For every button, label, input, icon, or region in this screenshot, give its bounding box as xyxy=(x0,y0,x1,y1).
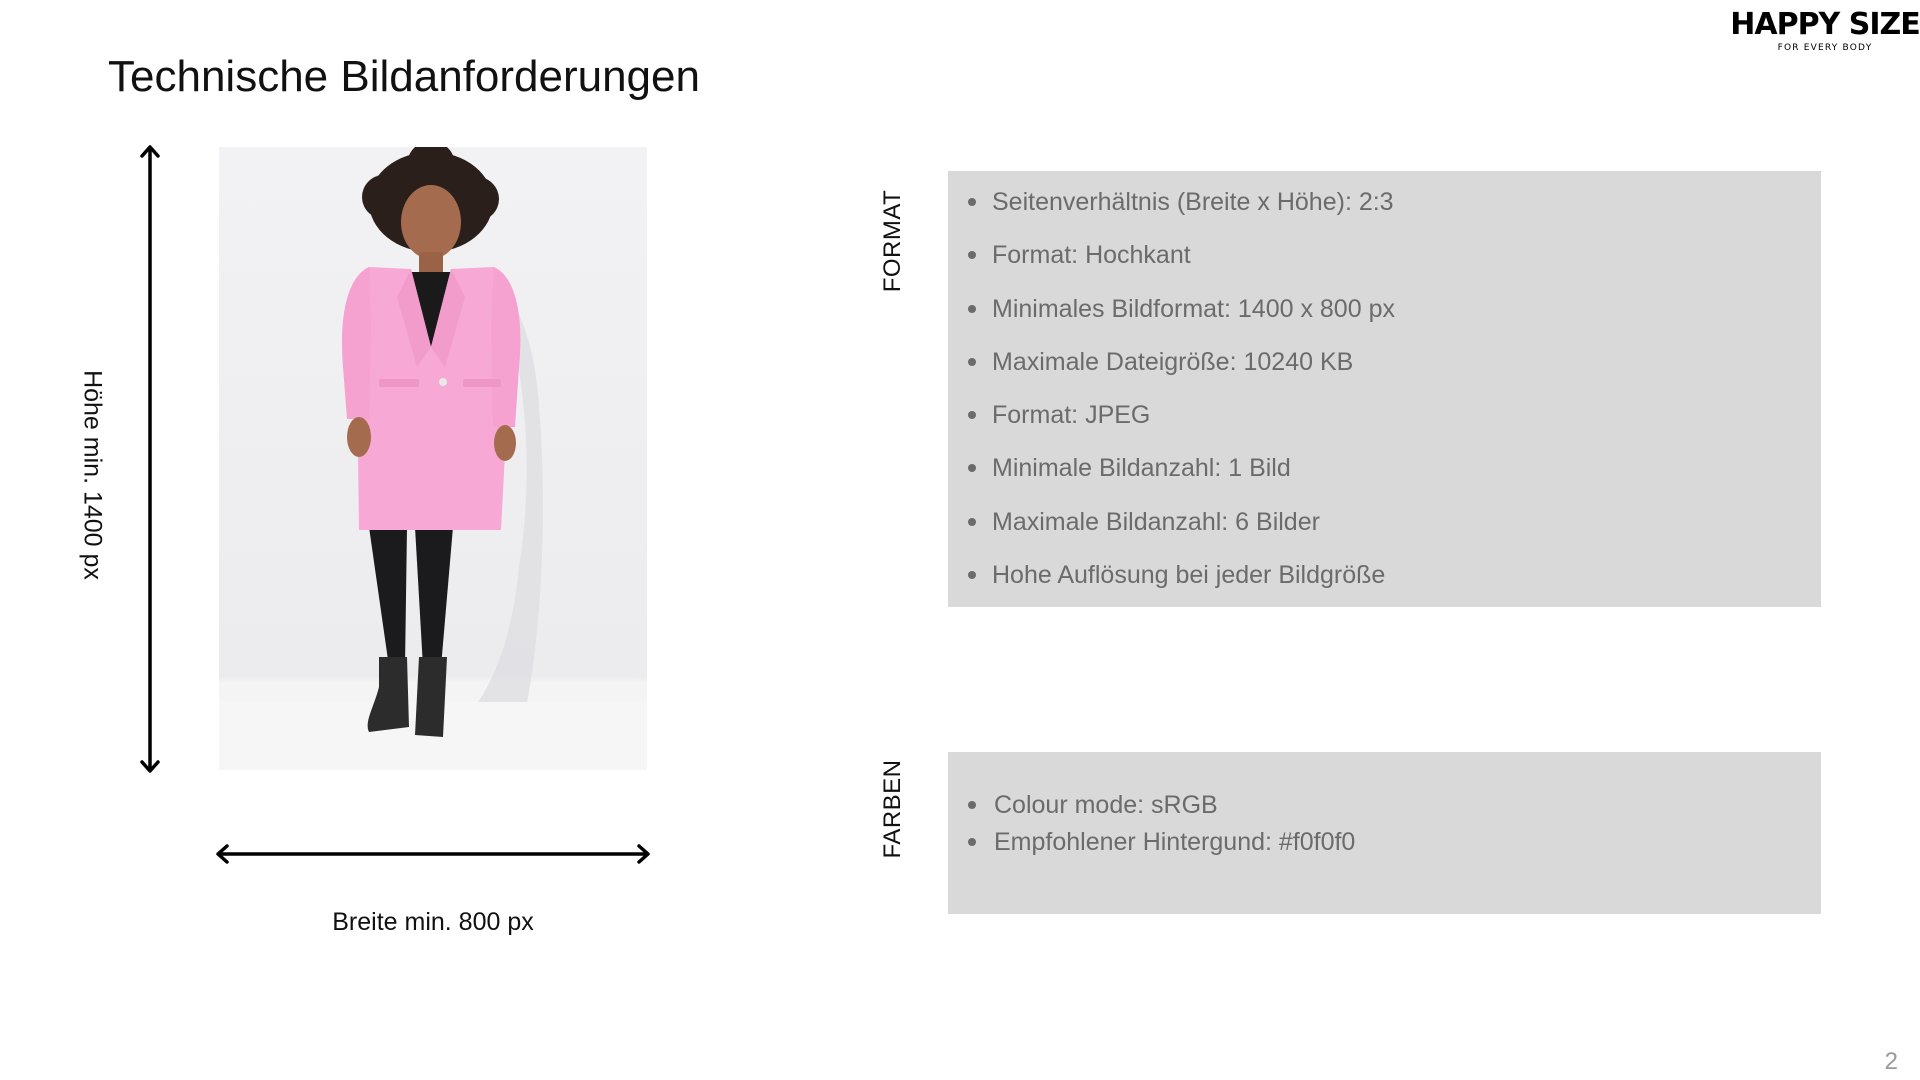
height-requirement-label: Höhe min. 1400 px xyxy=(78,370,107,580)
list-item-text: Hohe Auflösung bei jeder Bildgröße xyxy=(992,561,1386,590)
width-arrow-icon xyxy=(214,840,652,868)
model-figure-icon xyxy=(219,147,647,770)
list-item-text: Seitenverhältnis (Breite x Höhe): 2:3 xyxy=(992,188,1394,216)
list-item xyxy=(948,240,1821,293)
list-item-text: Colour mode: sRGB xyxy=(994,791,1218,819)
list-item-text: Maximale Dateigröße: 10240 KB xyxy=(992,347,1354,376)
list-item-text: Maximale Bildanzahl: 6 Bilder xyxy=(992,507,1320,536)
model-photo xyxy=(219,147,647,770)
logo-wordmark: HAPPY SIZE xyxy=(1730,7,1920,42)
format-requirements-list xyxy=(948,171,1821,613)
bullet-icon xyxy=(968,411,976,419)
width-requirement-label: Breite min. 800 px xyxy=(332,908,534,936)
farben-requirements-box xyxy=(948,752,1821,914)
list-item xyxy=(948,400,1821,453)
bullet-icon xyxy=(968,571,976,579)
list-item xyxy=(948,347,1821,400)
bullet-icon xyxy=(968,251,976,259)
bullet-icon xyxy=(968,358,976,366)
page-title: Technische Bildanforderungen xyxy=(108,52,700,101)
list-item xyxy=(948,294,1821,347)
logo-tagline: FOR EVERY BODY xyxy=(1777,43,1873,53)
bullet-icon xyxy=(968,464,976,472)
list-item xyxy=(948,827,1821,864)
page-number: 2 xyxy=(1884,1048,1898,1075)
list-item xyxy=(948,453,1821,506)
brand-logo xyxy=(1730,8,1920,53)
list-item-text: Minimale Bildanzahl: 1 Bild xyxy=(992,454,1291,483)
list-item-text: Empfohlener Hintergund: #f0f0f0 xyxy=(994,828,1356,856)
list-item xyxy=(948,187,1821,240)
bullet-icon xyxy=(968,305,976,313)
list-item xyxy=(948,507,1821,560)
bullet-icon xyxy=(968,518,976,526)
height-arrow-icon xyxy=(136,143,164,775)
list-item xyxy=(948,560,1821,613)
bullet-icon xyxy=(968,801,976,809)
farben-requirements-list xyxy=(948,752,1821,864)
format-section-label: FORMAT xyxy=(879,189,906,293)
list-item-text: Minimales Bildformat: 1400 x 800 px xyxy=(992,294,1395,323)
format-requirements-box xyxy=(948,171,1821,607)
farben-section-label: FARBEN xyxy=(879,759,906,859)
bullet-icon xyxy=(968,198,976,206)
bullet-icon xyxy=(968,838,976,846)
list-item-text: Format: JPEG xyxy=(992,401,1151,430)
list-item xyxy=(948,790,1821,827)
list-item-text: Format: Hochkant xyxy=(992,241,1191,270)
